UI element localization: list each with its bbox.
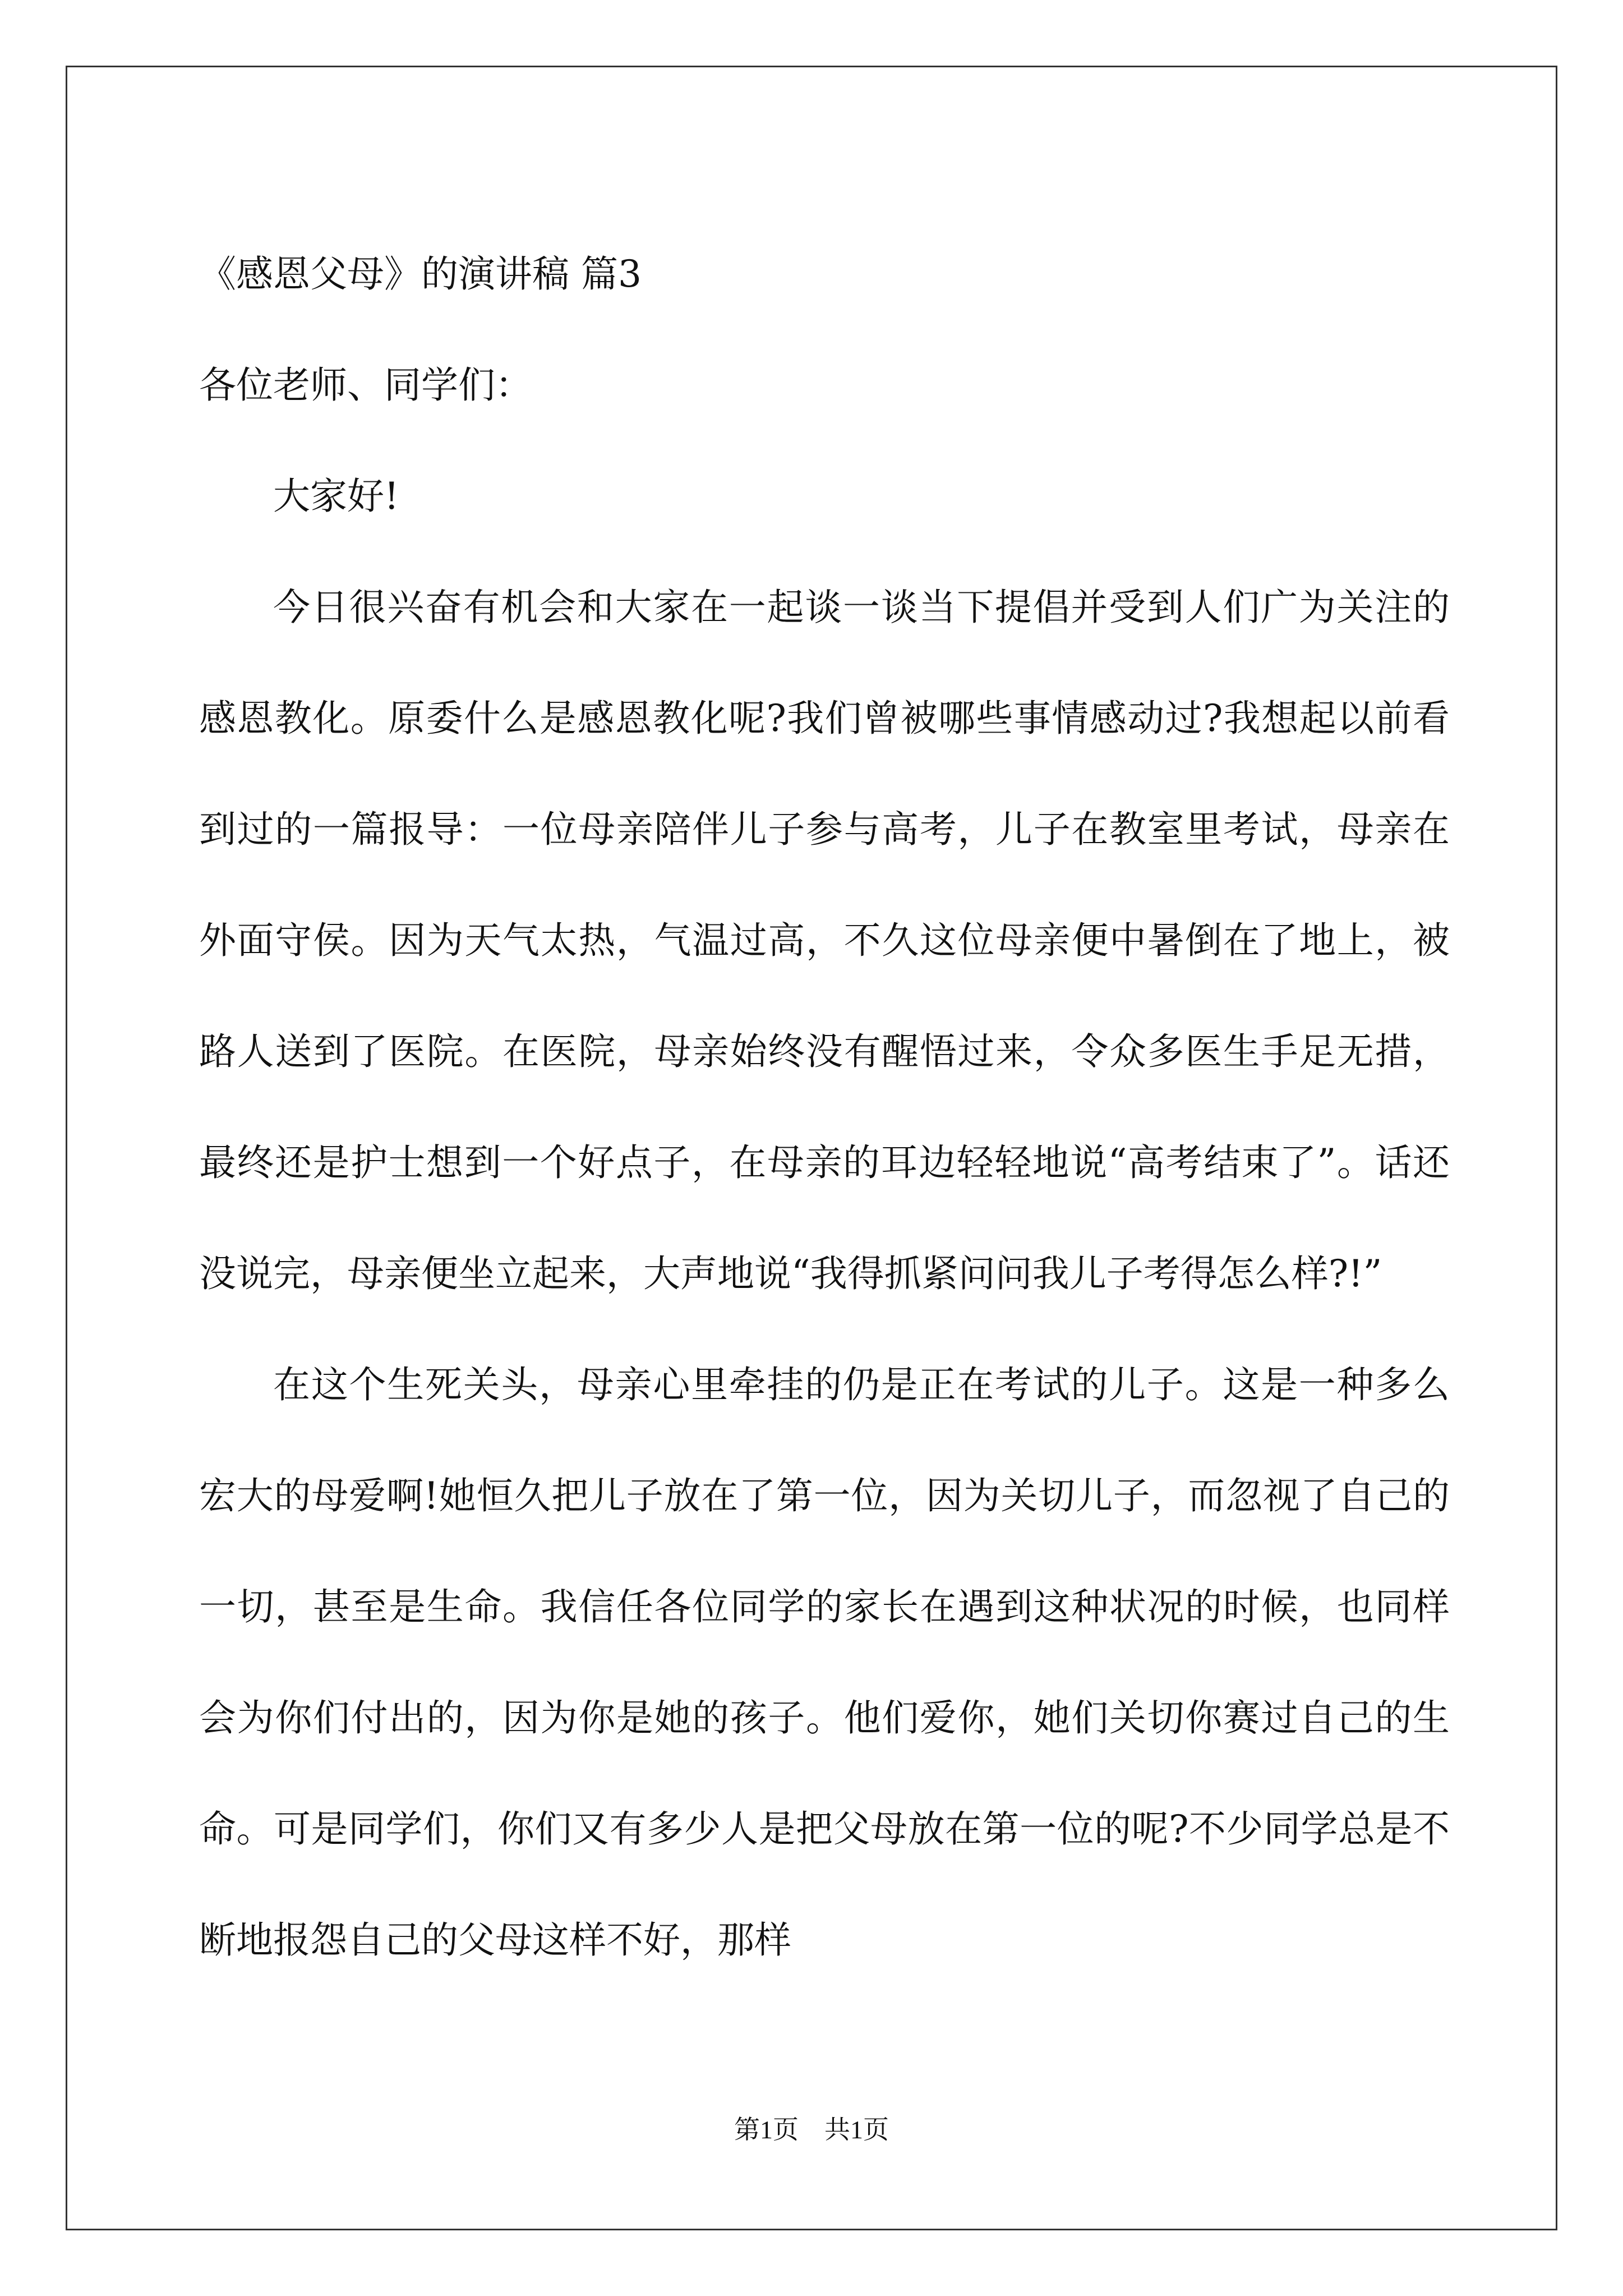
page-footer: 第1页 共1页 <box>734 2115 889 2144</box>
document-title: 《感恩父母》的演讲稿 篇3 <box>199 252 642 296</box>
paragraph-story: 今日很兴奋有机会和大家在一起谈一谈当下提倡并受到人们广为关注的感恩教化。原委什么是感恩教化呢?我们曾被哪些事情感动过?我想起以前看到过的一篇报导：一位母亲陪伴儿子参与高考，儿子在教室里考试，母亲在外面守侯。因为天气太热，气温过高，不久这位母亲便中暑倒在了地上，被路人送到了医院。在医院，母亲始终没有醒悟过来，令众多医生手足无措，最终还是护士想到一个好点子，在母亲的耳边轻轻地说“高考结束了”。话还没说完，母亲便坐立起来，大声地说“我得抓紧问问我儿子考得怎么样?!” <box>199 586 1450 1295</box>
document-body <box>199 219 1450 1996</box>
salutation: 各位老师、同学们： <box>199 364 532 407</box>
paragraph-reflection: 在这个生死关头，母亲心里牵挂的仍是正在考试的儿子。这是一种多么宏大的母爱啊!她恒久把儿子放在了第一位，因为关切儿子，而忽视了自己的一切，甚至是生命。我信任各位同学的家长在遇到这种状况的时候，也同样会为你们付出的，因为你是她的孩子。他们爱你，她们关切你赛过自己的生命。可是同学们，你们又有多少人是把父母放在第一位的呢?不少同学总是不断地报怨自己的父母这样不好，那样 <box>199 1363 1450 1962</box>
paragraph-greeting: 大家好! <box>273 475 399 518</box>
